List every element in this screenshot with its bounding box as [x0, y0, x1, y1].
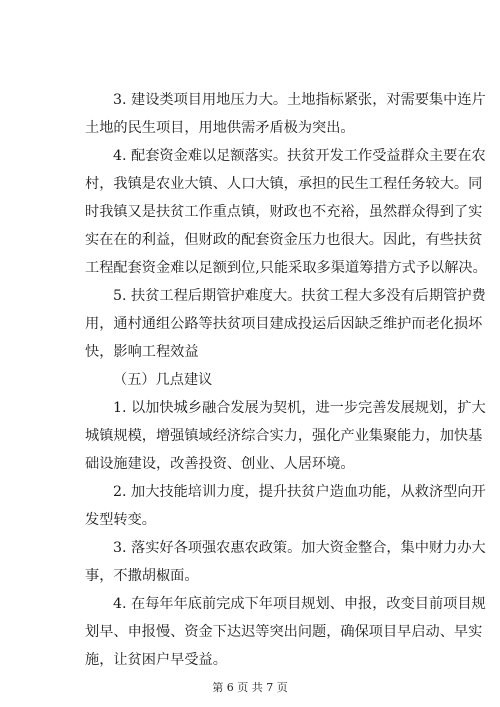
paragraph-3-line-2: 土地的民生项目，用地供需矛盾极为突出。 — [85, 120, 355, 136]
suggestion-4-line-2: 划早、申报慢、资金下达迟等突出问题，确保项目早启动、早实 — [85, 624, 483, 640]
paragraph-5-line-1: 5. 扶贫工程后期管护难度大。扶贫工程大多没有后期管护费 — [113, 288, 486, 304]
paragraph-4-line-3: 时我镇又是扶贫工作重点镇，财政也不充裕，虽然群众得到了实 — [85, 204, 483, 220]
suggestion-2-line-1: 2. 加大技能培训力度，提升扶贫户造血功能，从救济型向开 — [113, 484, 486, 500]
suggestion-3-line-2: 事，不撒胡椒面。 — [85, 568, 199, 584]
suggestion-1-line-3: 础设施建设，改善投资、创业、人居环境。 — [85, 456, 355, 472]
paragraph-5-line-3: 快，影响工程效益 — [85, 344, 199, 360]
suggestion-1-line-2: 城镇规模，增强镇域经济综合实力，强化产业集聚能力，加快基 — [85, 428, 483, 444]
paragraph-4-line-5: 工程配套资金难以足额到位,只能采取多渠道筹措方式予以解决。 — [85, 260, 487, 276]
suggestion-4-line-1: 4. 在每年年底前完成下年项目规划、申报，改变目前项目规 — [113, 596, 486, 612]
suggestion-4-line-3: 施，让贫困户早受益。 — [85, 652, 227, 668]
paragraph-3-line-1: 3. 建设类项目用地压力大。土地指标紧张，对需要集中连片 — [113, 92, 486, 108]
suggestion-2-line-2: 发型转变。 — [85, 512, 156, 528]
suggestion-3-line-1: 3. 落实好各项强农惠农政策。加大资金整合，集中财力办大 — [113, 540, 486, 556]
paragraph-4-line-2: 村，我镇是农业大镇、人口大镇，承担的民生工程任务较大。同 — [85, 176, 483, 192]
paragraph-4-line-1: 4. 配套资金难以足额落实。扶贫开发工作受益群众主要在农 — [113, 148, 486, 164]
section-heading: （五）几点建议 — [113, 372, 213, 388]
paragraph-4-line-4: 实在在的利益，但财政的配套资金压力也很大。因此，有些扶贫 — [85, 232, 483, 248]
page-number-footer: 第 6 页 共 7 页 — [212, 681, 288, 694]
paragraph-5-line-2: 用，通村通组公路等扶贫项目建成投运后因缺乏维护而老化损坏 — [85, 316, 483, 332]
suggestion-1-line-1: 1. 以加快城乡融合发展为契机，进一步完善发展规划，扩大 — [113, 400, 486, 416]
